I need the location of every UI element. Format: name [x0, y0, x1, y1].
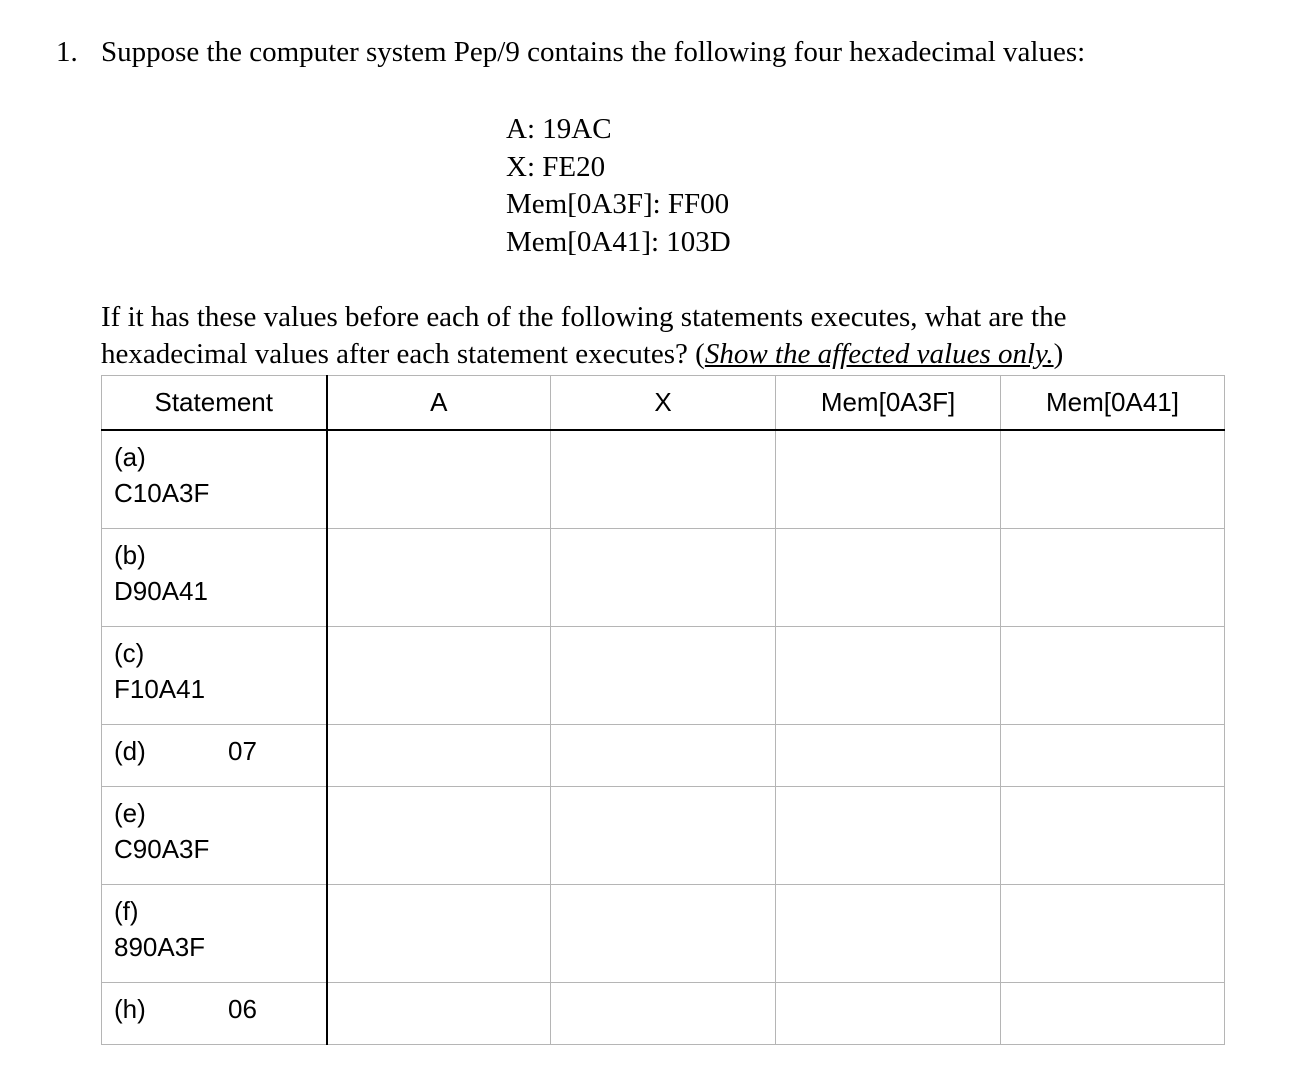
- answer-table: [101, 375, 1225, 1045]
- answer-cell-mem-0a3f[interactable]: [776, 725, 1001, 787]
- answer-cell-a[interactable]: [327, 430, 551, 529]
- statement-code: C90A3F: [114, 834, 210, 864]
- value-x: X: FE20: [506, 150, 606, 183]
- answer-cell-mem-0a3f[interactable]: [776, 430, 1001, 529]
- value-mem-0a41: Mem[0A41]: 103D: [506, 225, 731, 258]
- statement-code: D90A41: [114, 576, 208, 606]
- answer-cell-x[interactable]: [551, 430, 776, 529]
- answer-cell-x[interactable]: [551, 725, 776, 787]
- statement-cell: [102, 430, 327, 529]
- statement-label: (e): [114, 798, 146, 828]
- answer-cell-mem-0a41[interactable]: [1001, 725, 1225, 787]
- statement-cell: [102, 529, 327, 627]
- header-x: X: [551, 376, 776, 431]
- table-row: [102, 885, 1225, 983]
- statement-cell: [102, 885, 327, 983]
- answer-cell-mem-0a3f[interactable]: [776, 529, 1001, 627]
- question-text: Suppose the computer system Pep/9 contains the following four hexadecimal values:: [101, 36, 1086, 68]
- statement-label: (d): [114, 736, 146, 766]
- statement-code: F10A41: [114, 674, 206, 704]
- value-mem-0a3f: Mem[0A3F]: FF00: [506, 188, 730, 220]
- answer-cell-x[interactable]: [551, 983, 776, 1045]
- statement-code: 06: [228, 994, 257, 1024]
- statement-code: 890A3F: [114, 932, 206, 962]
- table-row: [102, 725, 1225, 787]
- header-mem-0a3f: Mem[0A3F]: [776, 376, 1001, 431]
- answer-cell-mem-0a3f[interactable]: [776, 787, 1001, 885]
- header-statement: Statement: [102, 376, 327, 431]
- statement-label: (a): [114, 442, 146, 472]
- answer-cell-x[interactable]: [551, 529, 776, 627]
- statement-code: C10A3F: [114, 478, 210, 508]
- instructions-emphasis: Show the affected values only.: [704, 338, 1054, 370]
- answer-cell-x[interactable]: [551, 787, 776, 885]
- statement-label: (c): [114, 638, 145, 668]
- answer-cell-mem-0a3f[interactable]: [776, 983, 1001, 1045]
- answer-cell-a[interactable]: [327, 983, 551, 1045]
- statement-cell: [102, 983, 327, 1045]
- statement-cell: [102, 725, 327, 787]
- table-row: [102, 983, 1225, 1045]
- answer-cell-mem-0a41[interactable]: [1001, 787, 1225, 885]
- answer-cell-mem-0a41[interactable]: [1001, 885, 1225, 983]
- instructions-line-2-prefix: hexadecimal values after each statement executes? (: [101, 338, 705, 370]
- answer-cell-mem-0a41[interactable]: [1001, 529, 1225, 627]
- table-row: [102, 627, 1225, 725]
- answer-cell-a[interactable]: [327, 627, 551, 725]
- answer-cell-mem-0a41[interactable]: [1001, 627, 1225, 725]
- table-row: [102, 430, 1225, 529]
- answer-cell-a[interactable]: [327, 885, 551, 983]
- answer-cell-x[interactable]: [551, 885, 776, 983]
- instructions-line-2: [101, 336, 1066, 373]
- instructions-line-2-suffix: ): [1053, 338, 1064, 370]
- answer-cell-mem-0a41[interactable]: [1001, 983, 1225, 1045]
- instructions-line-1: If it has these values before each of the following statements executes, what are the: [101, 301, 1067, 333]
- answer-cell-a[interactable]: [327, 725, 551, 787]
- statement-cell: [102, 627, 327, 725]
- answer-cell-mem-0a3f[interactable]: [776, 627, 1001, 725]
- instructions: [101, 299, 1066, 373]
- header-row: [102, 376, 1225, 431]
- answer-cell-mem-0a3f[interactable]: [776, 885, 1001, 983]
- question-number: 1.: [56, 36, 78, 68]
- statement-label: (h): [114, 994, 146, 1024]
- statement-cell: [102, 787, 327, 885]
- answer-cell-mem-0a41[interactable]: [1001, 430, 1225, 529]
- answer-cell-a[interactable]: [327, 529, 551, 627]
- table-row: [102, 787, 1225, 885]
- header-mem-0a41: Mem[0A41]: [1001, 376, 1225, 431]
- table-row: [102, 529, 1225, 627]
- initial-values: [506, 111, 731, 261]
- answer-cell-x[interactable]: [551, 627, 776, 725]
- statement-label: (f): [114, 896, 139, 926]
- statement-code: 07: [228, 736, 257, 766]
- statement-label: (b): [114, 540, 146, 570]
- header-a: A: [327, 376, 551, 431]
- answer-cell-a[interactable]: [327, 787, 551, 885]
- value-a: A: 19AC: [506, 113, 612, 145]
